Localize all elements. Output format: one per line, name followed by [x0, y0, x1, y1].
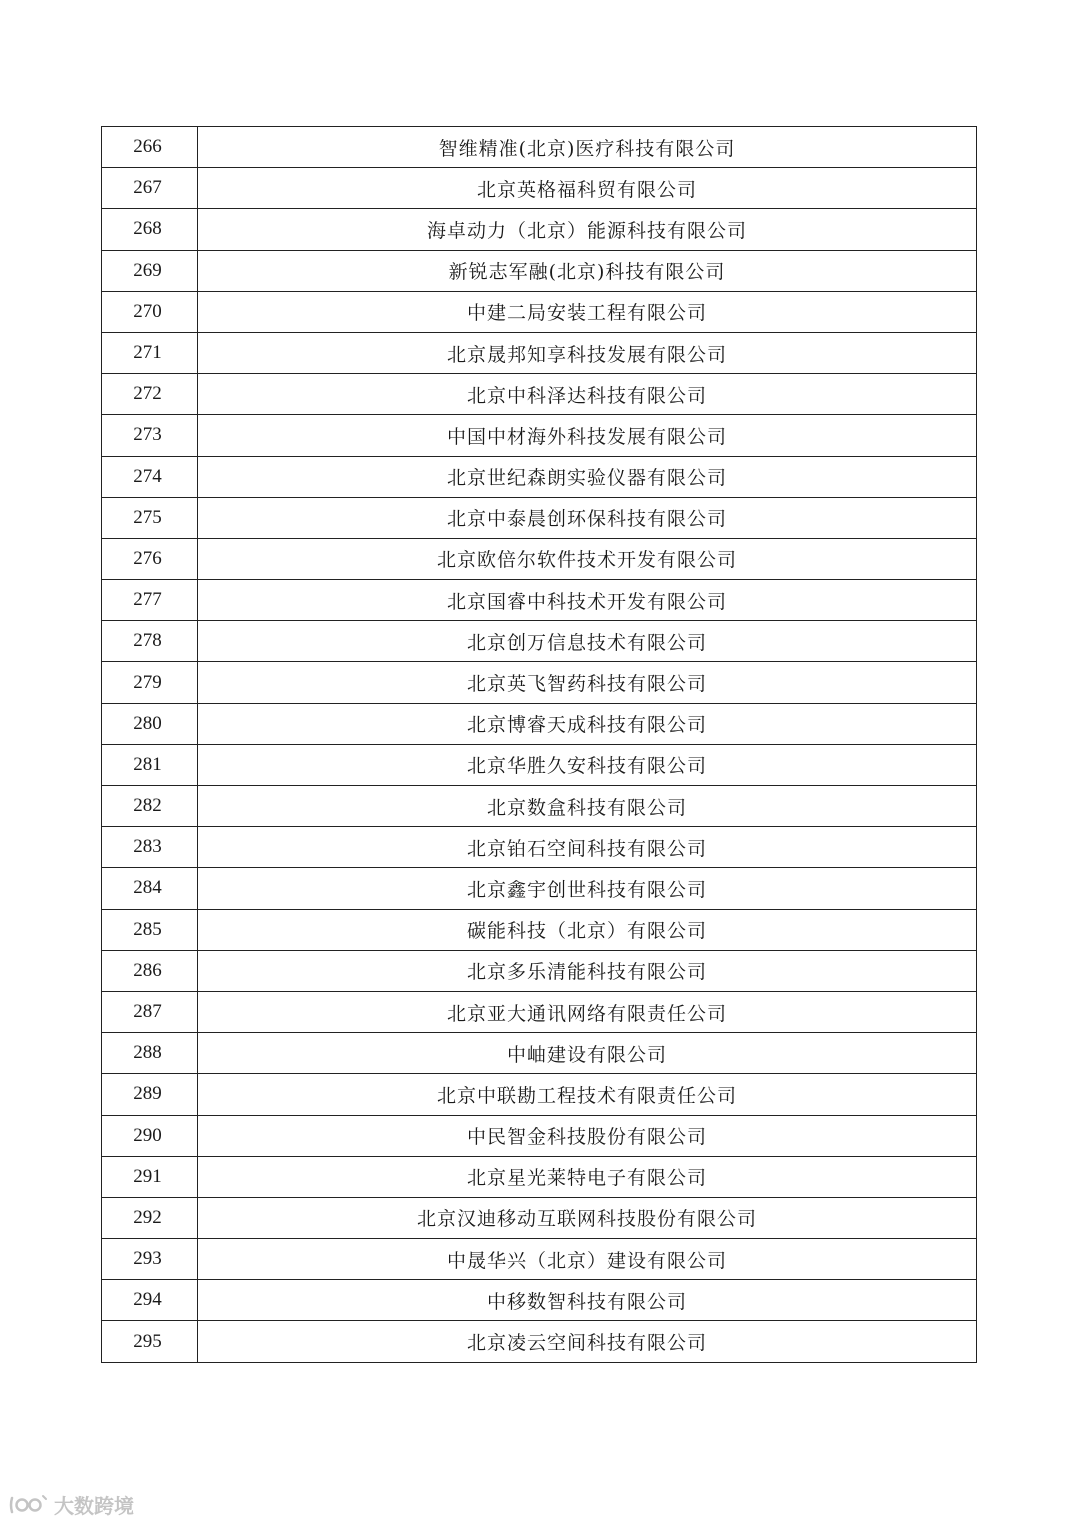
row-number-cell: 292: [102, 1197, 198, 1238]
row-number-cell: 269: [102, 250, 198, 291]
table-row: [102, 250, 977, 291]
brand-logo-icon: [8, 1492, 48, 1518]
row-number-cell: 268: [102, 209, 198, 250]
table-row: [102, 827, 977, 868]
row-number-cell: 282: [102, 786, 198, 827]
table-row: [102, 1033, 977, 1074]
table-row: [102, 127, 977, 168]
table-body: [102, 127, 977, 1363]
table-row: [102, 1280, 977, 1321]
company-name-cell: 北京鑫宇创世科技有限公司: [198, 868, 977, 909]
company-name-cell: 中国中材海外科技发展有限公司: [198, 415, 977, 456]
row-number-cell: 267: [102, 168, 198, 209]
table-row: [102, 456, 977, 497]
row-number-cell: 266: [102, 127, 198, 168]
table-row: [102, 744, 977, 785]
row-number-cell: 295: [102, 1321, 198, 1362]
company-name-cell: 碳能科技（北京）有限公司: [198, 909, 977, 950]
row-number-cell: 276: [102, 538, 198, 579]
company-name-cell: 北京欧倍尔软件技术开发有限公司: [198, 538, 977, 579]
table-row: [102, 1321, 977, 1362]
table-row: [102, 497, 977, 538]
row-number-cell: 288: [102, 1033, 198, 1074]
table-row: [102, 950, 977, 991]
company-name-cell: 北京中联勘工程技术有限责任公司: [198, 1074, 977, 1115]
company-name-cell: 北京凌云空间科技有限公司: [198, 1321, 977, 1362]
row-number-cell: 270: [102, 291, 198, 332]
company-name-cell: 北京中泰晨创环保科技有限公司: [198, 497, 977, 538]
row-number-cell: 286: [102, 950, 198, 991]
table-row: [102, 662, 977, 703]
company-name-cell: 北京星光莱特电子有限公司: [198, 1156, 977, 1197]
company-name-cell: 北京世纪森朗实验仪器有限公司: [198, 456, 977, 497]
row-number-cell: 275: [102, 497, 198, 538]
company-name-cell: 智维精准(北京)医疗科技有限公司: [198, 127, 977, 168]
table-row: [102, 538, 977, 579]
company-name-cell: 北京华胜久安科技有限公司: [198, 744, 977, 785]
row-number-cell: 285: [102, 909, 198, 950]
row-number-cell: 280: [102, 703, 198, 744]
row-number-cell: 291: [102, 1156, 198, 1197]
table-row: [102, 1239, 977, 1280]
table-row: [102, 332, 977, 373]
table-row: [102, 1115, 977, 1156]
row-number-cell: 294: [102, 1280, 198, 1321]
company-name-cell: 中移数智科技有限公司: [198, 1280, 977, 1321]
table-row: [102, 374, 977, 415]
table-row: [102, 580, 977, 621]
company-name-cell: 北京数盒科技有限公司: [198, 786, 977, 827]
company-name-cell: 北京国睿中科技术开发有限公司: [198, 580, 977, 621]
company-name-cell: 北京亚大通讯网络有限责任公司: [198, 991, 977, 1032]
company-name-cell: 北京中科泽达科技有限公司: [198, 374, 977, 415]
row-number-cell: 283: [102, 827, 198, 868]
table-row: [102, 868, 977, 909]
row-number-cell: 277: [102, 580, 198, 621]
company-name-cell: 海卓动力（北京）能源科技有限公司: [198, 209, 977, 250]
row-number-cell: 289: [102, 1074, 198, 1115]
company-name-cell: 北京博睿天成科技有限公司: [198, 703, 977, 744]
company-name-cell: 北京汉迪移动互联网科技股份有限公司: [198, 1197, 977, 1238]
company-name-cell: 北京多乐清能科技有限公司: [198, 950, 977, 991]
company-name-cell: 中建二局安装工程有限公司: [198, 291, 977, 332]
row-number-cell: 281: [102, 744, 198, 785]
row-number-cell: 279: [102, 662, 198, 703]
company-name-cell: 中岫建设有限公司: [198, 1033, 977, 1074]
table-row: [102, 991, 977, 1032]
row-number-cell: 278: [102, 621, 198, 662]
table-row: [102, 1074, 977, 1115]
row-number-cell: 293: [102, 1239, 198, 1280]
company-name-cell: 北京英飞智药科技有限公司: [198, 662, 977, 703]
company-name-cell: 北京创万信息技术有限公司: [198, 621, 977, 662]
table-row: [102, 703, 977, 744]
table-row: [102, 415, 977, 456]
company-name-cell: 北京英格福科贸有限公司: [198, 168, 977, 209]
company-name-cell: 中民智金科技股份有限公司: [198, 1115, 977, 1156]
row-number-cell: 274: [102, 456, 198, 497]
company-name-cell: 中晟华兴（北京）建设有限公司: [198, 1239, 977, 1280]
table-row: [102, 1197, 977, 1238]
company-name-cell: 新锐志军融(北京)科技有限公司: [198, 250, 977, 291]
company-list-table: [101, 126, 977, 1363]
row-number-cell: 287: [102, 991, 198, 1032]
company-name-cell: 北京铂石空间科技有限公司: [198, 827, 977, 868]
table-row: [102, 909, 977, 950]
row-number-cell: 271: [102, 332, 198, 373]
row-number-cell: 290: [102, 1115, 198, 1156]
table-row: [102, 1156, 977, 1197]
watermark: [8, 1490, 134, 1519]
row-number-cell: 272: [102, 374, 198, 415]
watermark-text: 大数跨境: [54, 1494, 134, 1518]
row-number-cell: 273: [102, 415, 198, 456]
table-row: [102, 291, 977, 332]
row-number-cell: 284: [102, 868, 198, 909]
company-name-cell: 北京晟邦知享科技发展有限公司: [198, 332, 977, 373]
table-row: [102, 209, 977, 250]
table-row: [102, 621, 977, 662]
table-row: [102, 168, 977, 209]
table-row: [102, 786, 977, 827]
